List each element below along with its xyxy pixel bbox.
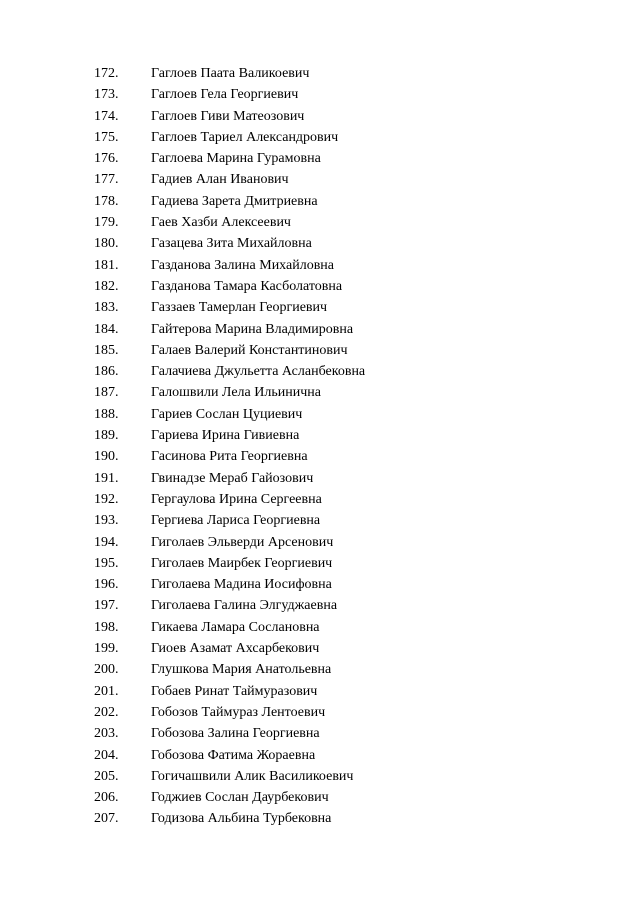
item-number: 207. [94,811,119,827]
list-item [94,276,365,297]
person-full-name: Гаглоев Тариел Александрович [151,129,339,145]
item-number: 172. [94,66,119,81]
list-item [94,63,365,84]
item-number: 182. [94,278,119,294]
person-full-name: Гиголаев Маирбек Георгиевич [151,555,333,571]
person-full-name: Гиоев Азамат Ахсарбекович [151,641,320,657]
item-number: 178. [94,193,119,209]
person-full-name: Гариева Ирина Гивиевна [151,428,300,444]
item-number: 206. [94,790,119,806]
list-item [94,84,365,105]
person-full-name: Газданова Тамара Касболатовна [151,278,343,294]
item-number: 205. [94,768,119,784]
list-item [94,702,365,723]
item-number: 180. [94,236,119,252]
list-item [94,638,365,659]
item-number: 197. [94,598,119,614]
item-number: 175. [94,129,119,145]
person-full-name: Гобозова Залина Георгиевна [151,726,320,742]
list-item [94,532,365,553]
person-full-name: Газзаев Тамерлан Георгиевич [151,300,328,316]
item-number: 185. [94,342,119,358]
item-number: 176. [94,151,119,167]
list-item [94,489,365,510]
person-full-name: Гобозова Фатима Жораевна [151,747,316,763]
person-full-name: Гаглоева Марина Гурамовна [151,151,321,167]
list-item [94,319,365,340]
item-number: 204. [94,747,119,763]
person-full-name: Гадиев Алан Иванович [151,172,289,188]
person-full-name: Галачиева Джульетта Асланбековна [151,364,366,380]
person-full-name: Гогичашвили Алик Василикоевич [151,768,354,784]
list-item [94,404,365,425]
person-full-name: Газданова Залина Михайловна [151,257,335,273]
list-item [94,191,365,212]
list-item [94,681,365,702]
list-item [94,148,365,169]
person-full-name: Гасинова Рита Георгиевна [151,449,308,465]
item-number: 193. [94,513,119,529]
item-number: 173. [94,87,119,103]
item-number: 190. [94,449,119,465]
person-full-name: Гадиева Зарета Дмитриевна [151,193,318,209]
item-number: 179. [94,215,119,231]
item-number: 195. [94,555,119,571]
list-item [94,510,365,531]
item-number: 201. [94,683,119,699]
item-number: 184. [94,321,119,337]
list-item [94,787,365,808]
item-number: 202. [94,704,119,720]
person-full-name: Гобаев Ринат Таймуразович [151,683,318,699]
list-item [94,425,365,446]
item-number: 194. [94,534,119,550]
person-full-name: Гобозов Таймураз Лентоевич [151,704,326,720]
list-item [94,446,365,467]
person-full-name: Глушкова Мария Анатольевна [151,662,332,678]
list-item [94,574,365,595]
list-item [94,340,365,361]
item-number: 203. [94,726,119,742]
person-full-name: Годизова Альбина Турбековна [151,811,332,827]
list-item [94,553,365,574]
list-item [94,127,365,148]
list-item [94,766,365,787]
item-number: 191. [94,470,119,486]
item-number: 177. [94,172,119,188]
list-item [94,617,365,638]
person-full-name: Гвинадзе Мераб Гайозович [151,470,314,486]
item-number: 198. [94,619,119,635]
list-item [94,723,365,744]
person-full-name: Гиголаев Эльверди Арсенович [151,534,334,550]
item-number: 188. [94,406,119,422]
person-full-name: Гаглоев Паата Валикоевич [151,66,310,81]
list-item [94,468,365,489]
person-full-name: Галаев Валерий Константинович [151,342,348,358]
list-item [94,595,365,616]
list-item [94,212,365,233]
list-item [94,297,365,318]
item-number: 181. [94,257,119,273]
list-item [94,255,365,276]
person-full-name: Гаев Хазби Алексеевич [151,215,291,231]
person-full-name: Гикаева Ламара Сослановна [151,619,320,635]
person-full-name: Гергаулова Ирина Сергеевна [151,491,322,507]
list-item [94,233,365,254]
person-full-name: Галошвили Лела Ильинична [151,385,321,401]
item-number: 200. [94,662,119,678]
person-full-name: Гаглоев Гела Георгиевич [151,87,299,103]
person-full-name: Газацева Зита Михайловна [151,236,312,252]
item-number: 192. [94,491,119,507]
list-item [94,361,365,382]
list-item [94,382,365,403]
list-item [94,106,365,127]
person-full-name: Гариев Сослан Цуциевич [151,406,303,422]
item-number: 174. [94,108,119,124]
person-full-name: Гиголаева Галина Элгуджаевна [151,598,338,614]
person-full-name: Гиголаева Мадина Иосифовна [151,577,332,593]
item-number: 187. [94,385,119,401]
person-full-name: Гайтерова Марина Владимировна [151,321,354,337]
item-number: 183. [94,300,119,316]
person-full-name: Гергиева Лариса Георгиевна [151,513,321,529]
item-number: 186. [94,364,119,380]
numbered-name-list [94,63,365,830]
item-number: 196. [94,577,119,593]
person-full-name: Гаглоев Гиви Матеозович [151,108,305,124]
list-item [94,169,365,190]
list-item [94,659,365,680]
list-item [94,745,365,766]
item-number: 199. [94,641,119,657]
item-number: 189. [94,428,119,444]
person-full-name: Годжиев Сослан Даурбекович [151,790,329,806]
list-item [94,808,365,829]
